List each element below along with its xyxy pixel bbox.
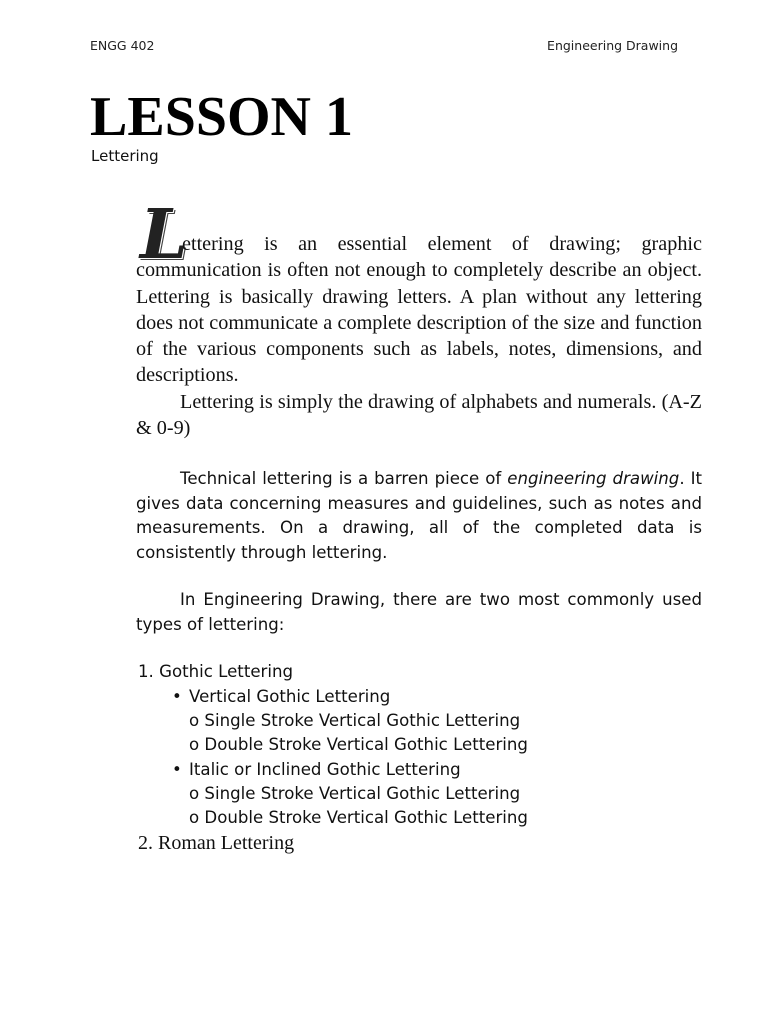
list-subsubitem: o Single Stroke Vertical Gothic Lettering [189,784,521,803]
emphasis-engineering-drawing: engineering drawing [507,469,680,488]
list-subitem-vertical-gothic: Vertical Gothic Lettering [189,687,391,706]
drop-cap-letter: L [140,195,186,275]
list-subsubitem: o Double Stroke Vertical Gothic Lettering [189,735,528,754]
list-item-gothic: 1. Gothic Lettering [138,662,294,681]
types-intro-paragraph: In Engineering Drawing, there are two most commonly used types of lettering: [136,590,702,634]
intro-paragraph [136,231,702,389]
definition-paragraph: Lettering is simply the drawing of alphabets and numerals. (A-Z & 0-9) [136,391,702,440]
header-course-name: Engineering Drawing [547,38,678,53]
technical-text-end: . It gives data concerning measures and guidelines, such as notes and measurements. On a drawing, all of the completed data is consistently through lettering. [136,469,702,562]
list-subsubitem: o Single Stroke Vertical Gothic Lettering [189,711,521,730]
header-course-code: ENGG 402 [90,38,155,53]
bullet-icon: • [172,687,182,706]
list-item-roman: 2. Roman Lettering [138,832,295,854]
list-subitem-italic-gothic: Italic or Inclined Gothic Lettering [189,760,461,779]
technical-text-start: Technical lettering is a barren piece of [180,469,508,488]
list-subsubitem: o Double Stroke Vertical Gothic Lettering [189,808,528,827]
bullet-icon: • [172,760,182,779]
lesson-title: LESSON 1 [90,86,353,148]
technical-lettering-paragraph [136,467,702,565]
intro-paragraph-text: ettering is an essential element of drawing; graphic communication is often not enough to completely describe an object. Lettering is basically drawing letters. A plan without any lettering does not communicate a complete description of the size and function of the various components such as labels, notes, dimensions, and descriptions. [136,233,702,387]
lesson-subtitle: Lettering [91,147,159,165]
